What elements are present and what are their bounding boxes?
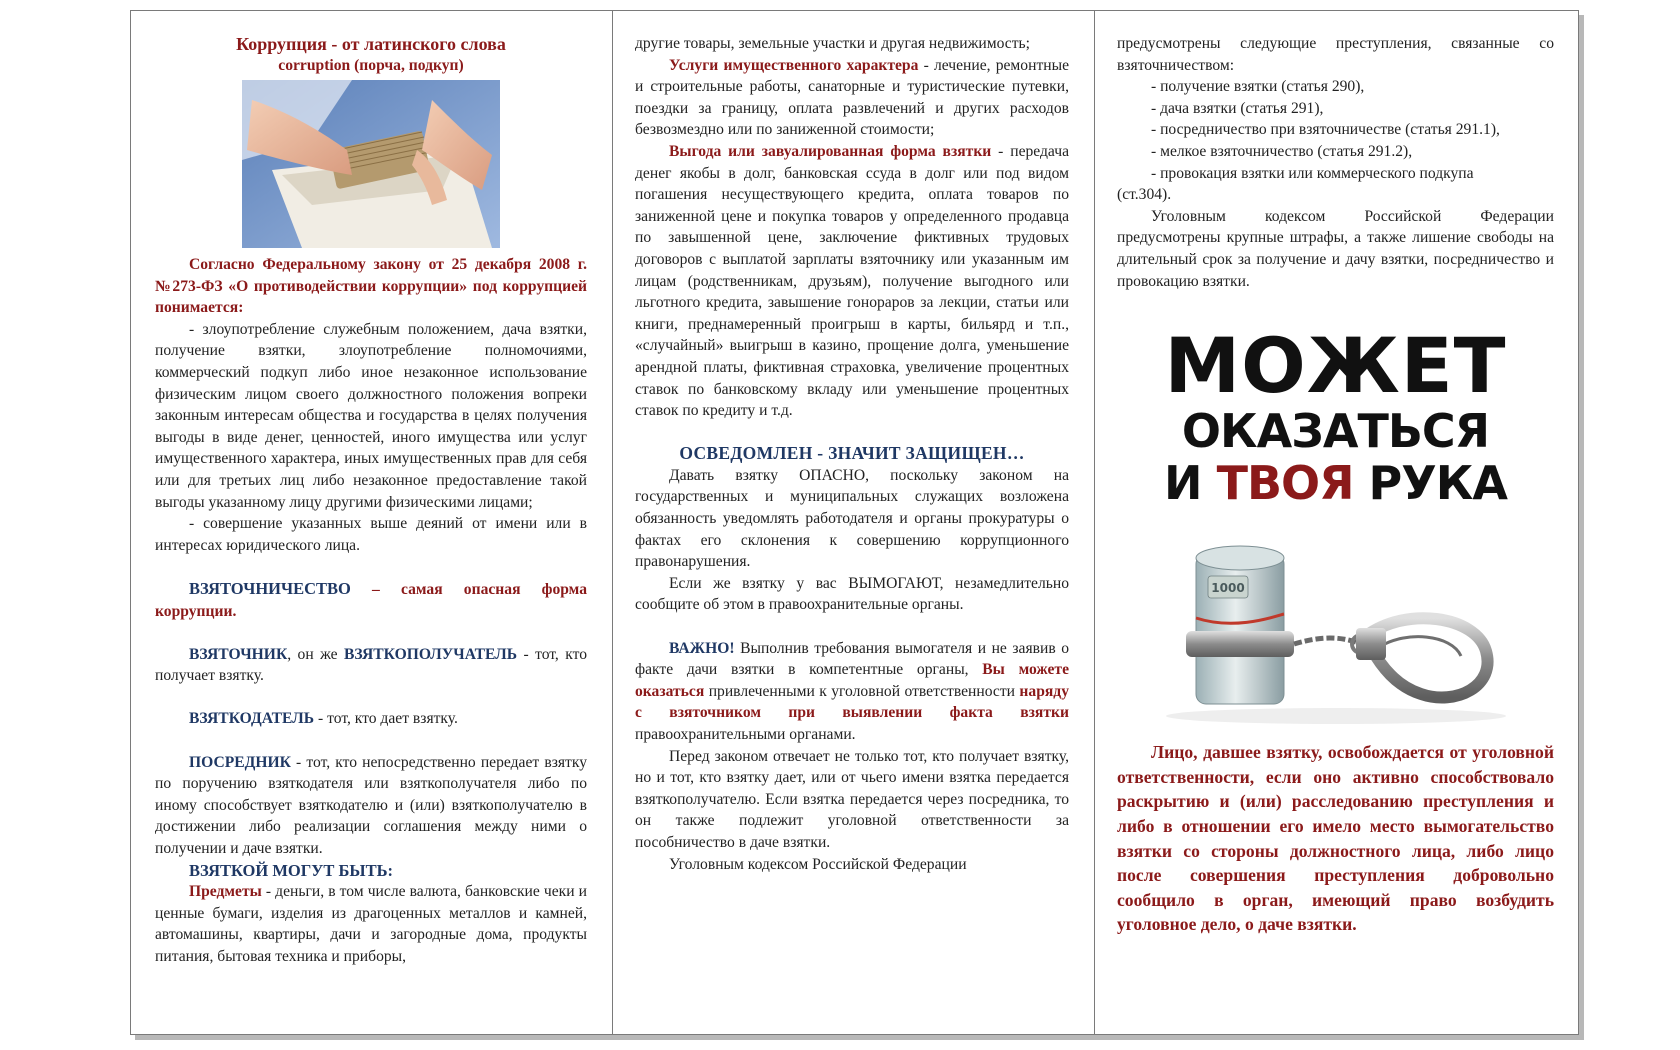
important-paragraph: [635, 638, 1069, 746]
law-intro: Согласно Федеральному закону от 25 декабря 2008 г. №273-ФЗ «О противодействии коррупции» под коррупцией понимается:: [155, 256, 587, 317]
bribe-giver-definition: - тот, кто дает взятку.: [314, 710, 458, 728]
crime-item-tail: (ст.304).: [1117, 186, 1172, 204]
bribe-taker-term: ВЗЯТОЧНИК: [189, 645, 288, 663]
slogan-line-1: МОЖЕТ: [1164, 321, 1507, 411]
bribery-definition: – самая опасная форма коррупции.: [155, 580, 587, 620]
slogan-line-3: [1117, 456, 1554, 511]
crime-item: - посредничество при взяточничестве (статья 291.1),: [1151, 121, 1500, 139]
criminal-code-start: Уголовным кодексом Российской Федерации: [669, 855, 967, 873]
intermediary-paragraph: [155, 752, 587, 860]
page-title: Коррупция - от латинского слова: [236, 34, 506, 54]
items-paragraph: [155, 881, 587, 967]
page-subtitle: corruption (порча, подкуп): [278, 57, 464, 74]
slogan-line-3a: И: [1164, 456, 1217, 511]
column-right: [1095, 11, 1578, 1034]
intermediary-term: ПОСРЕДНИК: [189, 753, 291, 771]
danger-paragraph: Давать взятку ОПАСНО, поскольку законом на государственных и муниципальных служащих возложена обязанность уведомлять работодателя и органы прокуратуры о фактах его склонения к совершению коррупционного правонарушения.: [635, 466, 1069, 571]
services-paragraph: [635, 55, 1069, 141]
bribe-giver-term: ВЗЯТКОДАТЕЛЬ: [189, 710, 315, 728]
brochure-sheet: [130, 10, 1579, 1035]
bribe-types-heading: ВЗЯТКОЙ МОГУТ БЫТЬ:: [189, 860, 394, 880]
liability-paragraph: Перед законом отвечает не только тот, кто получает взятку, но и тот, кто взятку дает, или от чьего имени взятка передается взяткополучателю. Если взятка передается через посредника, то он также подлежит уголовной ответственности за пособничество в даче взятки.: [635, 747, 1069, 851]
criminal-code-continued: предусмотрены следующие преступления, связанные со взяточничеством:: [1117, 35, 1554, 74]
extortion-paragraph: Если же взятку у вас ВЫМОГАЮТ, незамедлительно сообщите об этом в правоохранительные органы.: [635, 574, 1069, 614]
crime-item: - мелкое взяточничество (статья 291.2),: [1151, 142, 1413, 160]
bribery-paragraph: [155, 578, 587, 622]
informed-heading: ОСВЕДОМЛЕН - ЗНАЧИТ ЗАЩИЩЕН…: [679, 443, 1025, 464]
crime-item: - провокация взятки или коммерческого подкупа: [1151, 164, 1474, 182]
banknote-denomination: 1000: [1210, 581, 1245, 596]
bribe-taker-definition: - тот, кто получает взятку.: [155, 645, 587, 685]
bribe-taker-mid: , он же: [287, 645, 344, 663]
column-left: [131, 11, 613, 1034]
services-term: Услуги имущественного характера: [669, 56, 919, 74]
slogan-line-3c: РУКА: [1353, 456, 1507, 511]
envelope-money-photo: [242, 80, 500, 248]
items-term: Предметы: [189, 883, 262, 901]
slogan: [1117, 321, 1554, 511]
slogan-accent-word: ТВОЯ: [1216, 456, 1354, 511]
bribe-taker-paragraph: [155, 644, 587, 687]
important-text-a: Выполнив требования вымогателя и не заявив о факте дачи взятки в компетентные органы,: [635, 639, 1069, 679]
bribe-taker-term-2: ВЗЯТКОПОЛУЧАТЕЛЬ: [343, 645, 518, 663]
services-definition: - лечение, ремонтные и строительные работы, санаторные и туристические путевки, поездки за границу, оплата развлечений и других расходов безвозмездно или по заниженной стоимости;: [635, 56, 1070, 139]
important-term: ВАЖНО!: [669, 639, 735, 657]
handcuffed-money-illustration: [1156, 536, 1516, 726]
important-text-d: наряду с взяточником при выявлении факта взятки: [635, 682, 1069, 722]
important-text-e: правоохранительными органами.: [635, 726, 856, 743]
bribe-giver-paragraph: [155, 708, 587, 730]
benefit-term: Выгода или завуалированная форма взятки: [669, 142, 992, 160]
definition-1: - злоупотребление служебным положением, дача взятки, получение взятки, злоупотребление полномочиями, коммерческий подкуп либо иное незаконное использование физическим лицом своего должностного положения вопреки законным интересам общества и государства в целях получения выгоды в виде денег, ценностей, иного имущества или услуг имущественного характера, иных имущественных прав для себя или для третьих лиц либо незаконное предоставление такой выгоды указанному лицу другими физическими лицами;: [155, 320, 587, 511]
intermediary-definition: - тот, кто непосредственно передает взятку по поручению взяткодателя или взяткополучателя либо по иному способствует взяткодателю и (или) взяткополучателю в достижении либо реализации соглашения между ними о получении и даче взятки.: [155, 753, 587, 858]
important-text-b: Вы можете оказаться: [635, 661, 1069, 700]
definition-2: - совершение указанных выше деяний от имени или в интересах юридического лица.: [155, 515, 587, 554]
penalties-paragraph: Уголовным кодексом Российской Федерации предусмотрены крупные штрафы, а также лишение свободы на длительный срок за получение и дачу взятки, посредничество и провокацию взятки.: [1117, 207, 1554, 290]
items-definition: - деньги, в том числе валюта, банковские чеки и ценные бумаги, изделия из драгоценных металлов и камней, автомашины, квартиры, дачи и загородные дома, продукты питания, бытовая техника и приборы,: [155, 883, 587, 965]
crime-item: - получение взятки (статья 290),: [1151, 78, 1365, 96]
items-continued: другие товары, земельные участки и другая недвижимость;: [635, 35, 1030, 52]
important-text-c: привлеченными к уголовной ответственности: [704, 682, 1020, 700]
exemption-paragraph: Лицо, давшее взятку, освобождается от уголовной ответственности, если оно активно способствовало раскрытию и (или) расследованию преступления и либо в отношении его имело место вымогательство взятки со стороны должностного лица, либо лицо после совершения преступления добровольно сообщило в орган, имеющий право возбудить уголовное дело, о даче взятки.: [1117, 742, 1554, 935]
benefit-paragraph: [635, 141, 1069, 422]
benefit-definition: - передача денег якобы в долг, банковская ссуда в долг или под видом погашения несуществующего кредита, оплата товаров по заниженной цене и покупка товаров у определенного продавца по завышенной цене, заключение фиктивных трудовых договоров с выплатой зарплаты взяточнику или указанным им лицам (родственникам, друзьям), получение выгодного или льготного кредита, завышение гонораров за лекции, статьи или книги, преднамеренный проигрыш в карты, бильярд и т.п., «случайный» выигрыш в казино, прощение долга, уменьшение арендной платы, фиктивная страховка, увеличение процентных ставок по банковскому вкладу или уменьшение процентных ставок по кредиту и т.д.: [635, 142, 1069, 420]
slogan-line-2: ОКАЗАТЬСЯ: [1181, 404, 1490, 459]
crime-item: - дача взятки (статья 291),: [1151, 99, 1324, 117]
bribery-term: ВЗЯТОЧНИЧЕСТВО: [189, 578, 351, 598]
column-middle: [613, 11, 1095, 1034]
